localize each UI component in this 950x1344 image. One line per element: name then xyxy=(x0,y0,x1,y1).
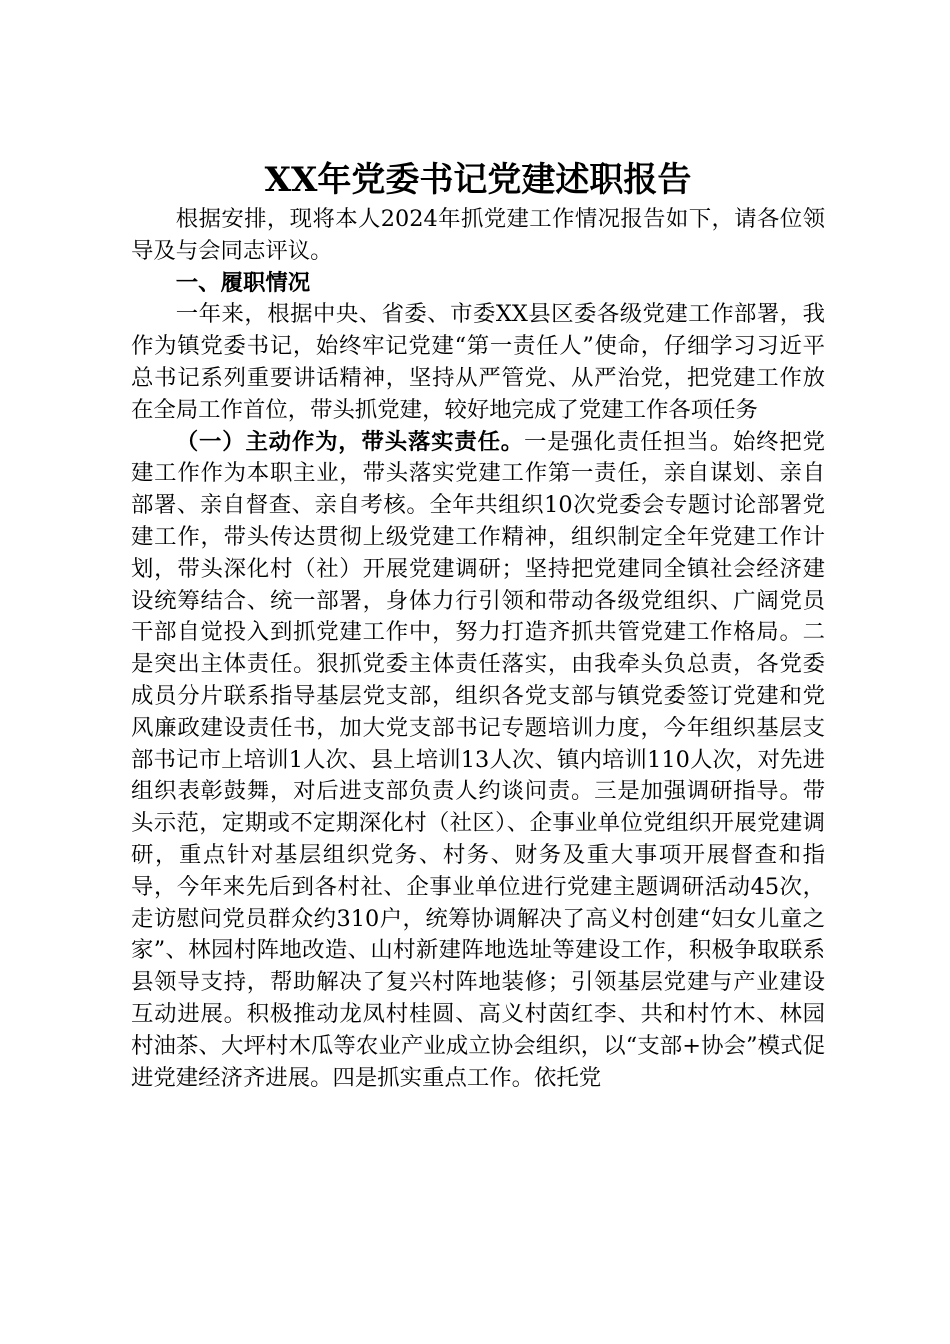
intro-paragraph: 根据安排，现将本人2024年抓党建工作情况报告如下，请各位领导及与会同志评议。 xyxy=(131,206,825,264)
subsection-1-paragraph xyxy=(131,427,825,1095)
subsection-1-body: 一是强化责任担当。始终把党建工作作为本职主业，带头落实党建工作第一责任，亲自谋划、亲自部署、亲自督查、亲自考核。全年共组织10次党委会专题讨论部署党建工作，带头传达贯彻上级党建工作精神，组织制定全年党建工作计划，带头深化村（社）开展党建调研；坚持把党建同全镇社会经济建设统筹结合、统一部署，身体力行引领和带动各级党组织、广阔党员干部自觉投入到抓党建工作中，努力打造齐抓共管党建工作格局。二是突出主体责任。狠抓党委主体责任落实，由我牵头负总责，各党委成员分片联系指导基层党支部，组织各党支部与镇党委签订党建和党风廉政建设责任书，加大党支部书记专题培训力度，今年组织基层支部书记市上培训1人次、县上培训13人次、镇内培训110人次，对先进组织表彰鼓舞，对后进支部负责人约谈问责。三是加强调研指导。带头示范，定期或不定期深化村（社区）、企事业单位党组织开展党建调研，重点针对基层组织党务、村务、财务及重大事项开展督查和指导，今年来先后到各村社、企事业单位进行党建主题调研活动45次，走访慰问党员群众约310户，统筹协调解决了高义村创建“妇女儿童之家”、林园村阵地改造、山村新建阵地选址等建设工作，积极争取联系县领导支持，帮助解决了复兴村阵地装修；引领基层党建与产业建设互动进展。积极推动龙凤村桂圆、高义村茵红李、共和村竹木、林园村油茶、大坪村木瓜等农业产业成立协会组织，以“支部+协会”模式促进党建经济齐进展。四是抓实重点工作。依托党 xyxy=(131,428,826,1091)
document-title: XX年党委书记党建述职报告 xyxy=(264,160,692,200)
section-heading-1: 一、履职情况 xyxy=(175,269,311,296)
document-page xyxy=(131,160,825,1094)
section-1-paragraph: 一年来，根据中央、省委、市委XX县区委各级党建工作部署，我作为镇党委书记，始终牢记党建“第一责任人”使命，仔细学习习近平总书记系列重要讲话精神，坚持从严管党、从严治党，把党建工作放在全局工作首位，带头抓党建，较好地完成了党建工作各项任务 xyxy=(131,301,825,423)
subsection-1-lead: （一）主动作为，带头落实责任。 xyxy=(175,428,525,455)
